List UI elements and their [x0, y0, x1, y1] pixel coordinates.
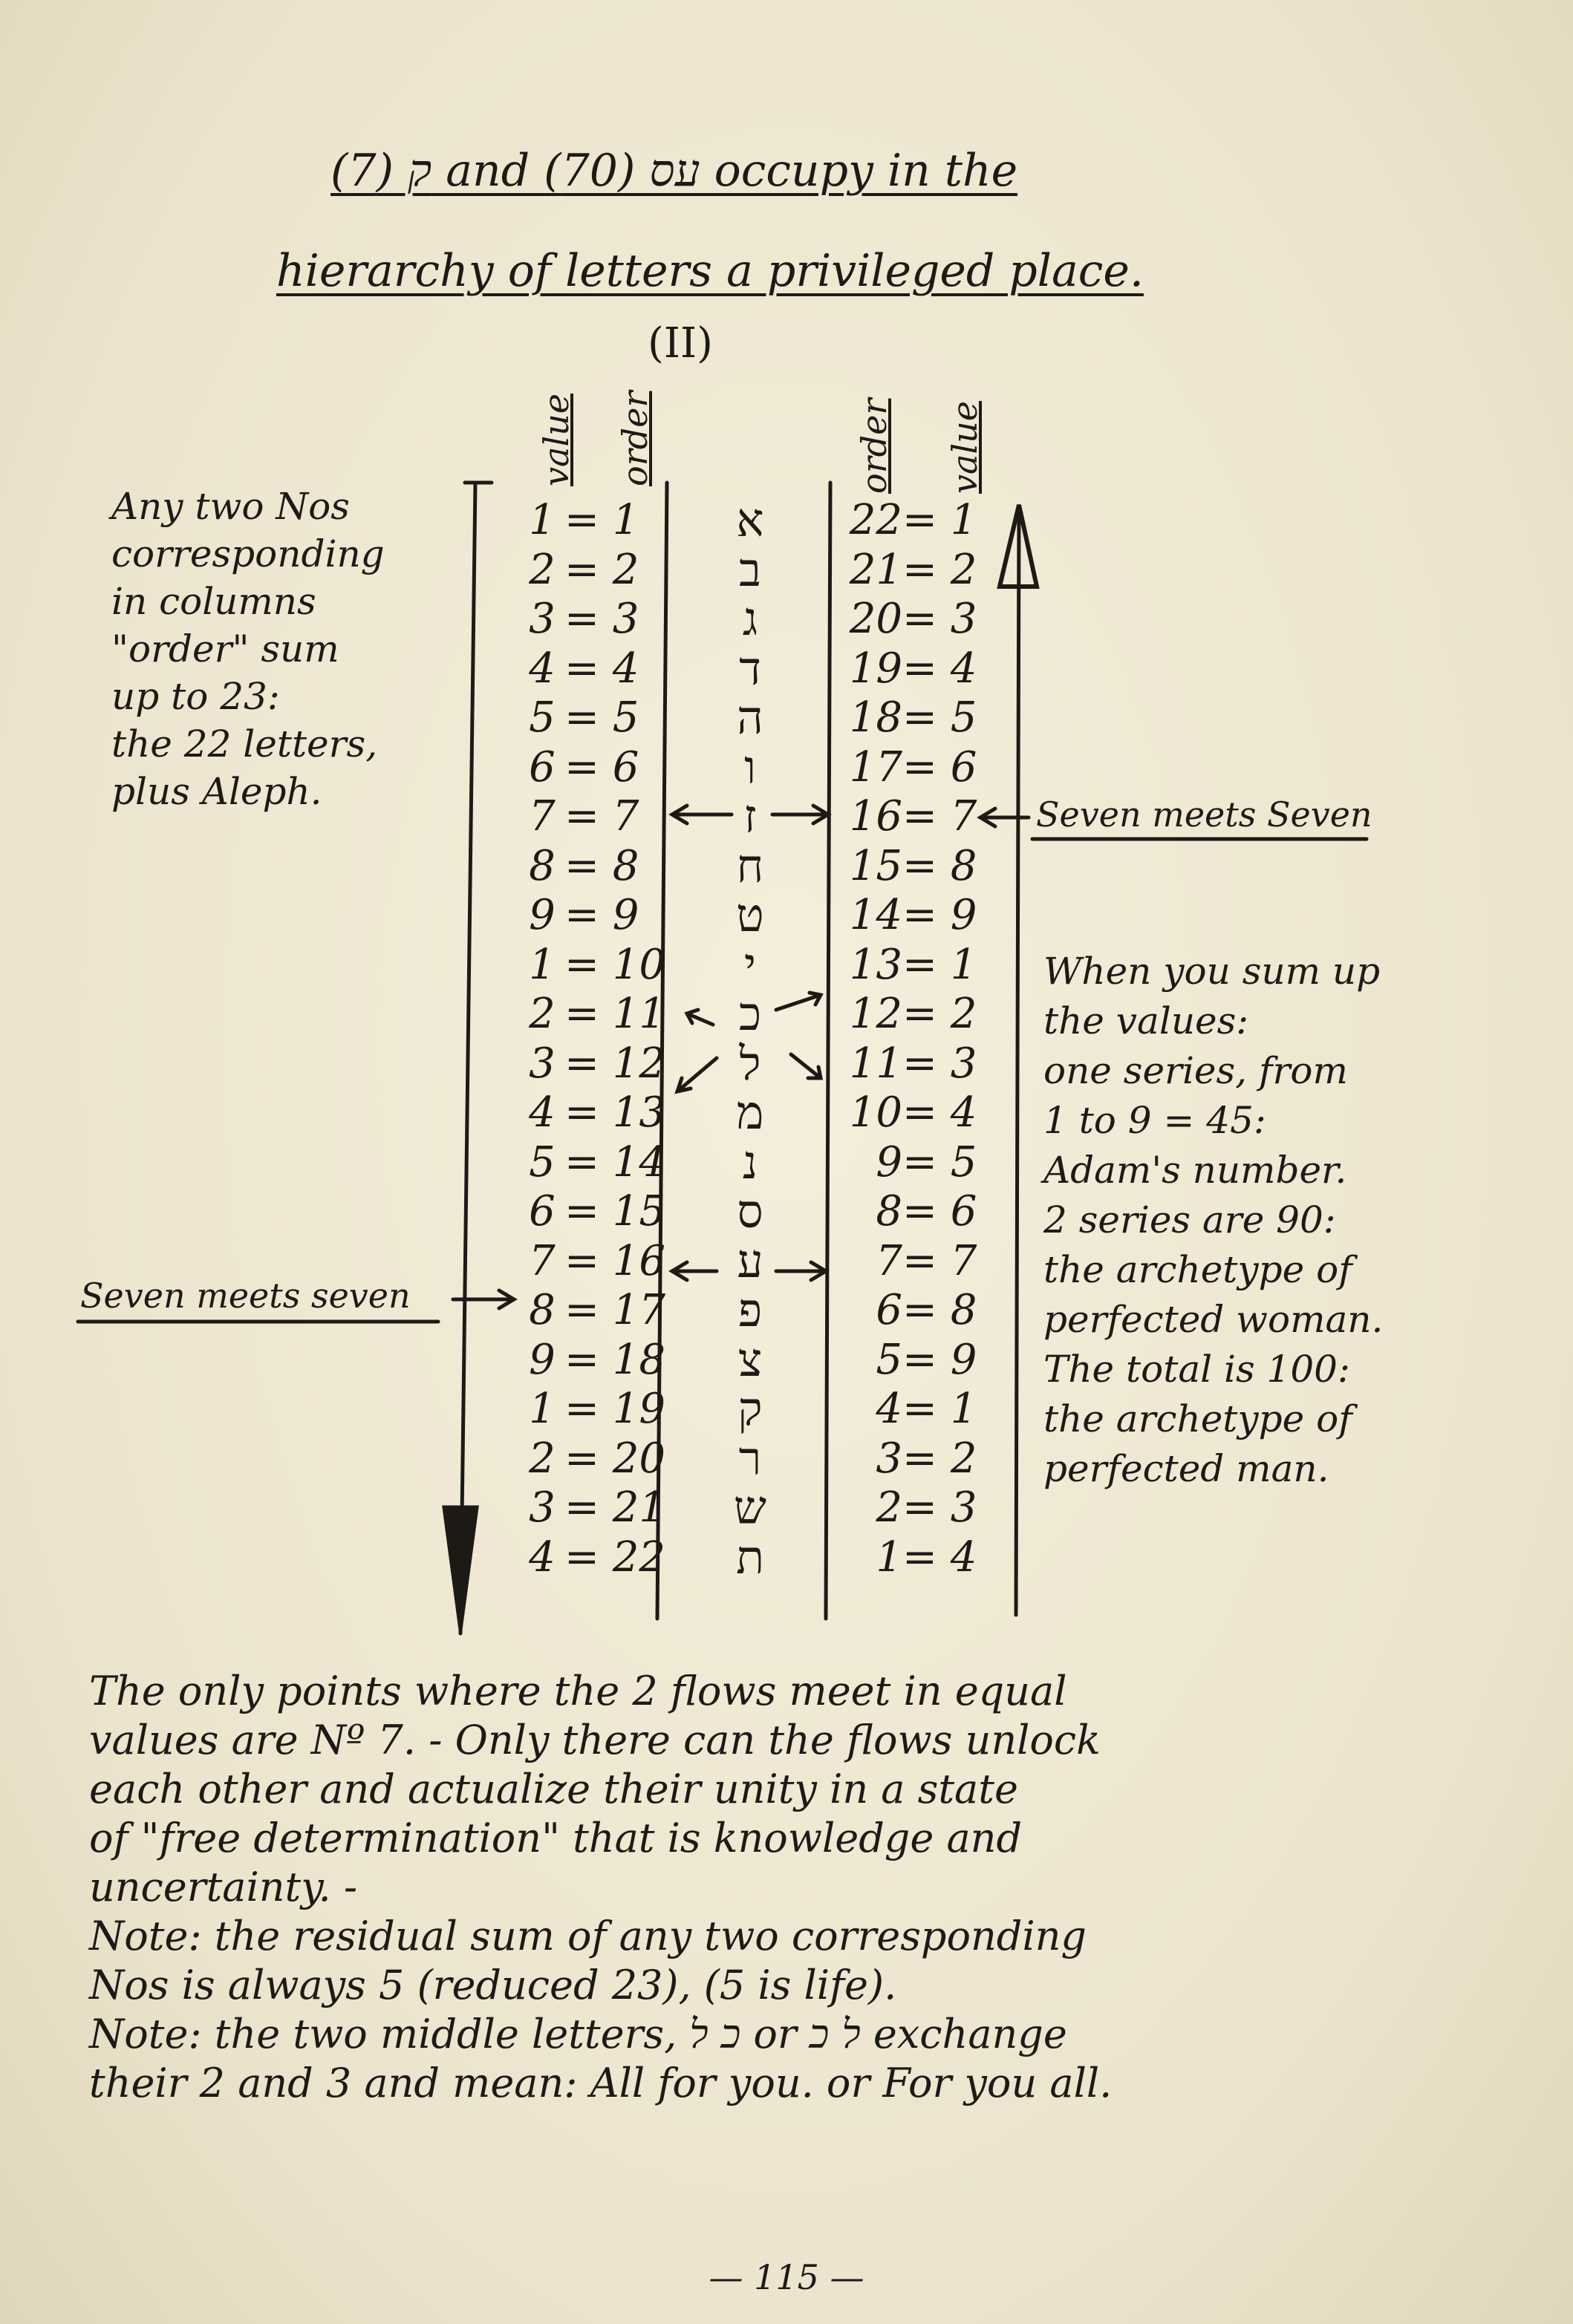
header-left-value: value	[536, 394, 576, 486]
left-value-cell: 6	[529, 742, 556, 791]
right-order-cell: 21	[849, 545, 902, 594]
right-value-cell: = 6	[902, 1187, 977, 1236]
right-order-cell: 11	[849, 1039, 902, 1088]
note-right-line: 1 to 9 = 45:	[1043, 1099, 1266, 1142]
note-right-line: one series, from	[1043, 1049, 1348, 1092]
roman-numeral: (II)	[648, 319, 713, 368]
left-order-cell: = 12	[564, 1039, 665, 1088]
right-value-cell: = 3	[902, 595, 977, 643]
right-value-cell: = 4	[902, 1088, 977, 1137]
note-right-line: the values:	[1043, 999, 1249, 1042]
hebrew-letter: נ	[742, 1135, 758, 1189]
bottom-line: Nos is always 5 (reduced 23), (5 is life).	[89, 1962, 897, 2008]
hebrew-letter: א	[736, 493, 764, 547]
left-value-cell: 2	[529, 1434, 556, 1483]
note-right-line: perfected man.	[1043, 1447, 1329, 1490]
right-value-cell: = 2	[902, 990, 977, 1038]
note-left-line: in columns	[111, 580, 316, 623]
left-value-cell: 9	[529, 1335, 556, 1384]
hebrew-letter: ת	[736, 1530, 764, 1584]
hebrew-letter: פ	[737, 1283, 763, 1337]
bottom-line: Note: the two middle letters, כ ל or ל כ exchange	[89, 2011, 1067, 2057]
note-right-line: The total is 100:	[1043, 1348, 1350, 1391]
right-value-cell: = 3	[902, 1483, 977, 1532]
hebrew-letter: ב	[739, 542, 761, 597]
hebrew-letter: ל	[739, 1036, 761, 1091]
right-order-cell: 19	[849, 644, 902, 693]
right-value-cell: = 1	[902, 496, 977, 544]
hebrew-letter: ר	[738, 1431, 762, 1486]
hebrew-letter: ק	[737, 1382, 763, 1436]
right-value-cell: = 5	[902, 693, 977, 742]
left-value-cell: 8	[529, 1286, 556, 1334]
note-right-line: Adam's number.	[1043, 1149, 1347, 1192]
note-right-line: the archetype of	[1043, 1397, 1352, 1440]
left-value-cell: 1	[529, 1385, 556, 1433]
left-value-cell: 3	[529, 1039, 556, 1088]
note-right-line: 2 series are 90:	[1043, 1198, 1336, 1241]
left-order-cell: = 11	[564, 990, 665, 1038]
right-order-cell: 20	[849, 595, 902, 643]
hebrew-letter: ז	[743, 789, 757, 843]
left-value-cell: 1	[529, 940, 556, 989]
bottom-line: of "free determination" that is knowledge and	[89, 1815, 1023, 1861]
bottom-paragraph	[89, 1667, 1112, 2108]
hebrew-letter: צ	[737, 1332, 763, 1387]
right-order-cell: 12	[849, 990, 902, 1038]
note-left-line: up to 23:	[111, 675, 280, 718]
bottom-line: values are Nº 7. - Only there can the flows unlock	[89, 1717, 1101, 1763]
note-right-line: perfected woman.	[1043, 1298, 1384, 1341]
hebrew-letter: ג	[742, 592, 758, 646]
title-line-2: hierarchy of letters a privileged place.	[276, 245, 1144, 297]
right-value-cell: = 4	[902, 1533, 977, 1582]
left-value-cell: 1	[529, 496, 556, 544]
left-order-cell: = 15	[564, 1187, 665, 1236]
right-value-cell: = 8	[902, 1286, 977, 1334]
right-value-cell: = 1	[902, 940, 977, 989]
separator-left	[657, 483, 667, 1619]
right-value-cell: = 9	[902, 891, 977, 939]
left-value-cell: 8	[529, 841, 556, 890]
left-order-cell: = 10	[564, 940, 665, 989]
left-order-cell: = 6	[564, 742, 639, 791]
left-order-cell: = 8	[564, 841, 639, 890]
left-value-cell: 7	[529, 1236, 556, 1285]
right-order-cell: 18	[849, 693, 902, 742]
hebrew-letter: ח	[736, 838, 764, 893]
right-value-cell: = 6	[902, 742, 977, 791]
right-value-cell: = 4	[902, 644, 977, 693]
left-down-arrowhead	[444, 1507, 477, 1630]
note-right	[1043, 947, 1383, 1494]
right-value-cell: = 8	[902, 841, 977, 890]
left-order-cell: = 14	[564, 1137, 665, 1187]
right-order-cell: 16	[849, 792, 902, 841]
right-order-cell: 7	[876, 1236, 902, 1285]
right-order-cell: 2	[876, 1483, 902, 1532]
right-value-cell: = 2	[902, 1434, 977, 1483]
left-value-cell: 9	[529, 891, 556, 939]
left-order-cell: = 4	[564, 644, 639, 693]
note-left-line: "order" sum	[111, 627, 339, 670]
right-order-cell: 14	[849, 891, 902, 939]
bottom-line: The only points where the 2 flows meet in equal	[89, 1668, 1067, 1714]
page-number: — 115 —	[709, 2257, 864, 2297]
right-order-cell: 3	[876, 1434, 902, 1483]
left-value-cell: 6	[529, 1187, 556, 1236]
right-order-cell: 9	[876, 1137, 902, 1187]
note-left-line: plus Aleph.	[111, 770, 322, 813]
seven-meets-seven-left: Seven meets seven	[80, 1276, 411, 1316]
header-left-order: order	[615, 391, 655, 486]
header-right-order: order	[854, 398, 894, 494]
hebrew-letter: מ	[736, 1086, 764, 1140]
right-value-cell: = 2	[902, 545, 977, 594]
right-order-cell: 8	[876, 1187, 902, 1236]
title-line-1: ק (7) and עס (70) occupy in the	[330, 145, 1018, 197]
right-order-cell: 17	[849, 742, 902, 791]
left-order-cell: = 19	[564, 1385, 665, 1433]
note-left-line: Any two Nos	[111, 485, 350, 528]
left-order-cell: = 2	[564, 545, 639, 594]
left-order-cell: = 5	[564, 693, 639, 742]
right-value-cell: = 7	[902, 1236, 977, 1285]
separator-right	[826, 483, 830, 1619]
bottom-line: each other and actualize their unity in a state	[89, 1766, 1018, 1812]
left-order-cell: = 18	[564, 1335, 665, 1384]
right-order-cell: 6	[876, 1286, 902, 1334]
left-value-cell: 5	[529, 693, 556, 742]
hebrew-letter: כ	[738, 987, 762, 1041]
left-order-cell: = 16	[564, 1236, 665, 1285]
right-value-cell: = 5	[902, 1137, 977, 1187]
left-value-cell: 2	[529, 545, 556, 594]
left-value-cell: 3	[529, 595, 556, 643]
hebrew-letter: ט	[736, 888, 764, 942]
left-order-cell: = 17	[564, 1286, 665, 1334]
left-value-cell: 7	[529, 792, 556, 841]
left-order-cell: = 21	[564, 1483, 665, 1532]
note-left-line: corresponding	[111, 532, 385, 575]
left-value-cell: 4	[529, 644, 556, 693]
left-value-cell: 4	[529, 1533, 556, 1582]
right-value-cell: = 7	[902, 792, 977, 841]
bottom-line: Note: the residual sum of any two corresponding	[89, 1913, 1087, 1959]
right-value-cell: = 3	[902, 1039, 977, 1088]
left-order-cell: = 13	[564, 1088, 665, 1137]
left-order-cell: = 22	[564, 1533, 665, 1582]
hebrew-letter: י	[743, 937, 757, 992]
bottom-line: uncertainty. -	[89, 1864, 358, 1910]
right-up-arrow-line	[1016, 512, 1019, 1615]
hebrew-letter: ו	[744, 740, 756, 794]
hebrew-letter: ה	[737, 691, 763, 745]
left-value-cell: 4	[529, 1088, 556, 1137]
left-down-arrow-line	[460, 483, 475, 1633]
left-order-cell: = 7	[564, 792, 639, 841]
bottom-line: their 2 and 3 and mean: All for you. or For you all.	[89, 2060, 1113, 2106]
left-order-cell: = 9	[564, 891, 639, 939]
left-order-cell: = 20	[564, 1434, 665, 1483]
hebrew-letter: ס	[737, 1184, 763, 1238]
note-right-line: When you sum up	[1043, 950, 1381, 993]
left-order-cell: = 3	[564, 595, 639, 643]
note-right-line: the archetype of	[1043, 1248, 1352, 1291]
hebrew-letter: ע	[737, 1233, 763, 1288]
left-value-cell: 3	[529, 1483, 556, 1532]
hebrew-letter: ד	[739, 641, 761, 696]
right-order-cell: 15	[849, 841, 902, 890]
right-order-cell: 1	[876, 1533, 902, 1582]
left-value-cell: 2	[529, 990, 556, 1038]
hebrew-letter: ש	[734, 1481, 766, 1535]
right-order-cell: 5	[876, 1335, 902, 1384]
left-order-cell: = 1	[564, 496, 639, 544]
left-value-cell: 5	[529, 1137, 556, 1187]
right-order-cell: 10	[849, 1088, 902, 1137]
note-left	[111, 483, 385, 815]
note-left-line: the 22 letters,	[111, 722, 378, 766]
right-order-cell: 13	[849, 940, 902, 989]
right-value-cell: = 9	[902, 1335, 977, 1384]
right-order-cell: 4	[876, 1385, 902, 1433]
right-order-cell: 22	[849, 496, 902, 544]
seven-meets-seven-right: Seven meets Seven	[1036, 794, 1372, 835]
right-value-cell: = 1	[902, 1385, 977, 1433]
header-right-value: value	[945, 401, 985, 494]
